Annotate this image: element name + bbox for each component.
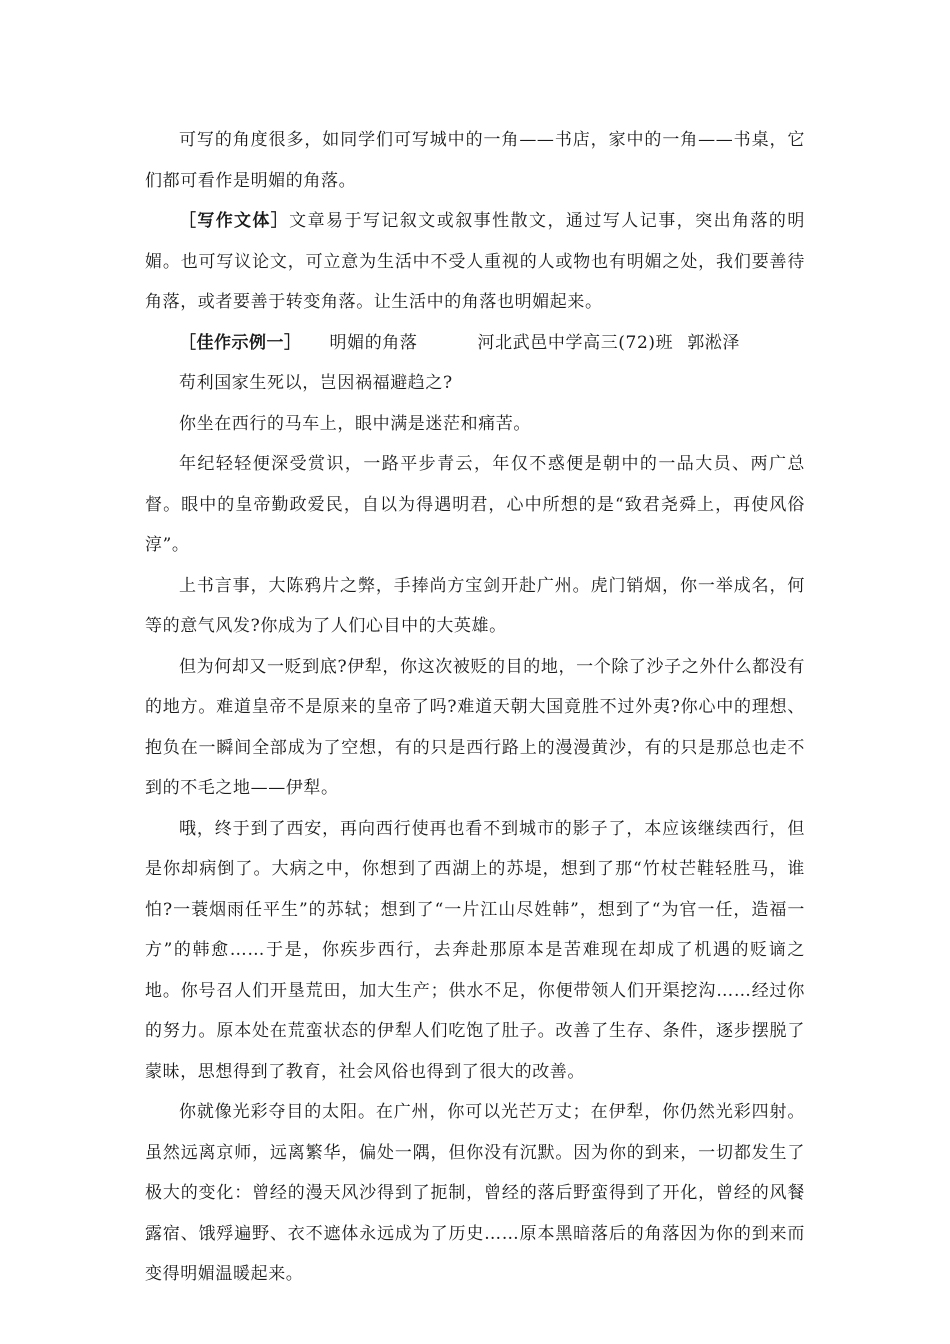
essay-paragraph: 但为何却又一贬到底?伊犁，你这次被贬的目的地，一个除了沙子之外什么都没有的地方。难道皇帝不是原来的皇帝了吗?难道天朝大国竟胜不过外夷?你心中的理想、抱负在一瞬间全部成为了空想，有的只是西行路上的漫漫黄沙，有的只是那总也走不到的不毛之地——伊犁。 xyxy=(145,656,805,798)
essay-paragraph: 苟利国家生死以，岂因祸福避趋之? xyxy=(179,373,453,393)
essay-paragraph: 哦，终于到了西安，再向西行使再也看不到城市的影子了，本应该继续西行，但是你却病倒了。大病之中，你想到了西湖上的苏堤，想到了那“竹杖芒鞋轻胜马，谁怕?一蓑烟雨任平生”的苏轼；想到了“一片江山尽姓韩”，想到了“为官一任，造福一方”的韩愈……于是，你疾步西行，去奔赴那原本是苦难现在却成了机遇的贬谪之地。你号召人们开垦荒田，加大生产；供水不足，你便带领人们开渠挖沟……经过你的努力。原本处在荒蛮状态的伊犁人们吃饱了肚子。改善了生存、条件，逐步摆脱了蒙昧，思想得到了教育，社会风俗也得到了很大的改善。 xyxy=(145,818,805,1082)
genre-label: ［写作文体］ xyxy=(179,211,290,231)
essay-paragraph: 你就像光彩夺目的太阳。在广州，你可以光芒万丈；在伊犁，你仍然光彩四射。虽然远离京师，远离繁华，偏处一隅，但你没有沉默。因为你的到来，一切都发生了极大的变化：曾经的漫天风沙得到了扼制，曾经的落后野蛮得到了开化，曾经的风餐露宿、饿殍遍野、衣不遮体永远成为了历史……原本黑暗落后的角落因为你的到来而变得明媚温暖起来。 xyxy=(145,1102,805,1284)
essay-title: 明媚的角落 xyxy=(329,332,418,353)
essay-paragraph: 年纪轻轻便深受赏识，一路平步青云，年仅不惑便是朝中的一品大员、两广总督。眼中的皇帝勤政爱民，自以为得遇明君，心中所想的是“致君尧舜上，再使风俗淳”。 xyxy=(145,454,805,555)
essay-author: 郭淞泽 xyxy=(687,332,741,353)
genre-paragraph xyxy=(145,201,805,323)
document-body xyxy=(145,120,805,1295)
essay-paragraph: 你坐在西行的马车上，眼中满是迷茫和痛苦。 xyxy=(179,413,531,434)
essay-school: 河北武邑中学高三(72)班 xyxy=(477,332,674,353)
genre-text: 文章易于写记叙文或叙事性散文，通过写人记事，突出角落的明媚。也可写议论文，可立意为生活中不受人重视的人或物也有明媚之处，我们要善待角落，或者要善于转变角落。让生活中的角落也明媚起来。 xyxy=(145,211,805,312)
example-label: ［佳作示例一］ xyxy=(179,332,302,353)
essay-paragraph: 上书言事，大陈鸦片之弊，手捧尚方宝剑开赴广州。虎门销烟，你一举成名，何等的意气风发?你成为了人们心目中的大英雄。 xyxy=(145,575,805,636)
example-header xyxy=(145,323,805,364)
intro-paragraph: 可写的角度很多，如同学们可写城中的一角——书店，家中的一角——书桌，它们都可看作是明媚的角落。 xyxy=(145,130,805,191)
